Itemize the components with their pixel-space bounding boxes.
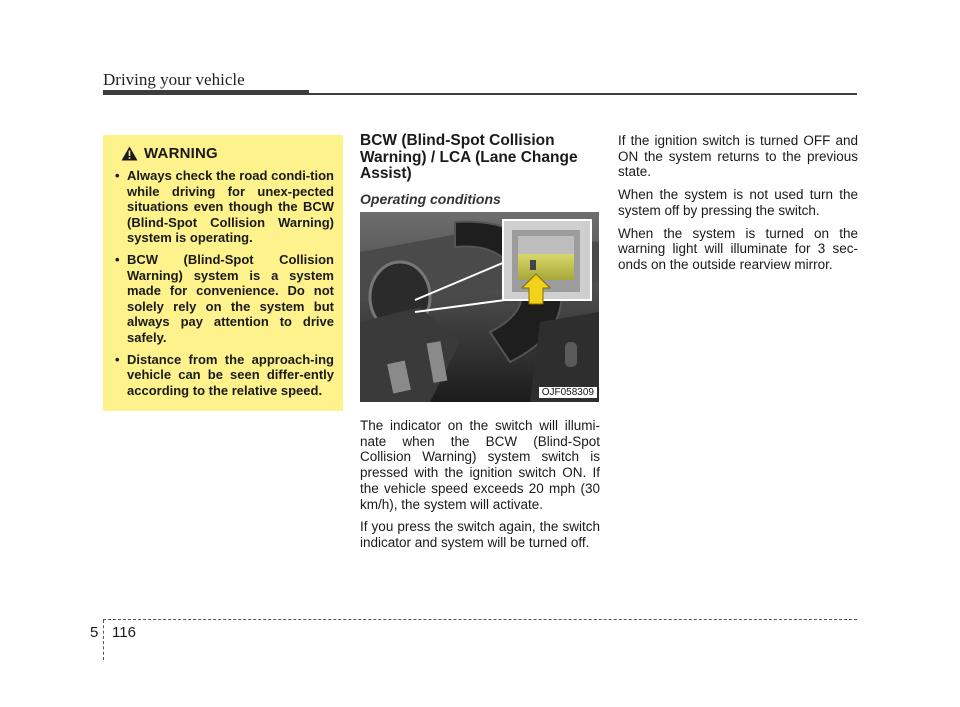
body-column-2 (360, 418, 600, 558)
warning-item (113, 352, 334, 399)
section-heading (360, 133, 600, 207)
warning-item-text: Always check the road condi-tion while driving for unex-pected situations even though the BCW (Blind-Spot Collision Warning) system is operating. (127, 168, 334, 246)
paragraph: If the ignition switch is turned OFF and ON the system returns to the previous state. (618, 133, 858, 180)
section-title: BCW (Blind-Spot Collision Warning) / LCA (Lane Change Assist) (360, 132, 578, 182)
warning-triangle-icon (121, 146, 138, 161)
paragraph: When the system is turned on the warning light will illuminate for 3 sec-onds on the outside rearview mirror. (618, 225, 858, 272)
footer-rule (103, 619, 857, 620)
cockpit-illustration (360, 212, 599, 402)
body-column-3 (618, 133, 858, 280)
warning-list (113, 168, 334, 398)
paragraph: If you press the switch again, the switch indicator and system will be turned off. (360, 519, 600, 550)
figure-code: OJF058309 (539, 387, 597, 398)
warning-item-text: BCW (Blind-Spot Collision Warning) system is a system made for convenience. Do not solely rely on the system but always pay attention to drive safely. (127, 251, 334, 345)
paragraph: When the system is not used turn the system off by pressing the switch. (618, 187, 858, 218)
page-number: 116 (112, 624, 136, 641)
warning-title: WARNING (144, 145, 218, 162)
bullet-icon: • (115, 168, 120, 183)
footer-divider (103, 620, 104, 660)
bullet-icon: • (115, 251, 120, 267)
warning-header (121, 145, 334, 162)
switch-location-photo (360, 212, 599, 402)
warning-item-text: Distance from the approach-ing vehicle can be seen differ-ently according to the relative speed. (127, 351, 334, 398)
bullet-icon: • (115, 351, 120, 367)
header-rule-thin (103, 93, 857, 95)
header-title: Driving your vehicle (103, 70, 245, 89)
warning-item (113, 168, 334, 246)
warning-box (103, 135, 343, 411)
subsection-title: Operating conditions (360, 190, 501, 207)
paragraph: The indicator on the switch will illumi-nate when the BCW (Blind-Spot Collision Warning) system switch is pressed with the ignition switch ON. If the vehicle speed exceeds 20 mph (30 km/h), the system will activate. (360, 418, 600, 512)
warning-item (113, 252, 334, 346)
chapter-number: 5 (90, 624, 99, 641)
